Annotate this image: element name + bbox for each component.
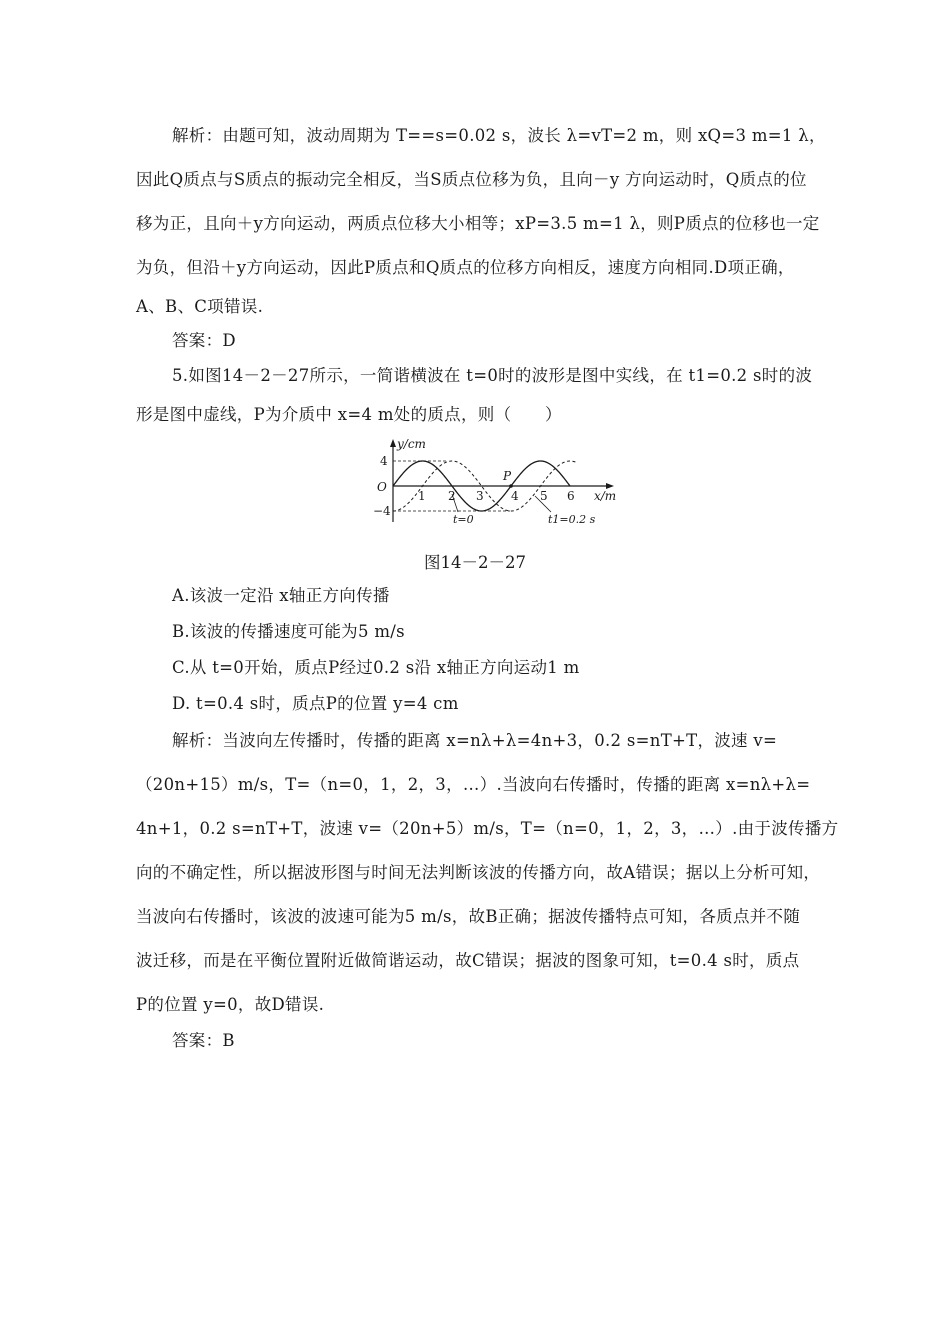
x-tick-6: 6 [567,489,575,503]
option-a: A.该波一定沿 x轴正方向传播 [172,586,390,605]
origin-label: O [377,480,387,494]
option-c: C.从 t=0开始，质点P经过0.2 s沿 x轴正方向运动1 m [172,658,580,677]
x-tick-1: 1 [418,489,426,503]
q5-analysis-line-3: 4n+1，0.2 s=nT+T，波速 v=（20n+5）m/s，T=（n=0，1，2，3，…）.由于波传播方 [136,819,839,838]
q4-analysis-line-4: 为负，但沿＋y方向运动，因此P质点和Q质点的位移方向相反，速度方向相同.D项正确， [136,258,795,277]
x-tick-3: 3 [476,489,484,503]
q5-stem-line-2: 形是图中虚线，P为介质中 x=4 m处的质点，则（ ） [136,405,562,424]
solid-curve-label: t=0 [453,513,474,526]
q4-analysis-line-5: A、B、C项错误. [136,297,264,316]
point-p-label: P [503,469,512,483]
y-tick-neg: −4 [373,504,391,518]
point-p-marker [509,484,513,488]
q5-analysis-line-7: P的位置 y=0，故D错误. [136,995,325,1014]
q5-analysis-line-2: （20n+15）m/s，T=（n=0，1，2，3，…）.当波向右传播时，传播的距离 x=nλ+λ= [136,775,811,794]
x-tick-4: 4 [511,489,519,503]
q4-answer: 答案：D [172,331,236,350]
q5-analysis-line-5: 当波向右传播时，该波的波速可能为5 m/s，故B正确；据波传播特点可知，各质点并不随 [136,907,801,926]
dashed-curve-label: t1=0.2 s [548,513,596,526]
q5-analysis-line-6: 波迁移，而是在平衡位置附近做简谐运动，故C错误；据波的图象可知，t=0.4 s时，质点 [136,951,800,970]
y-axis-arrow [390,439,396,447]
q5-analysis-line-1: 解析：当波向左传播时，传播的距离 x=nλ+λ=4n+3，0.2 s=nT+T，波速 v= [172,731,778,750]
q5-analysis-line-4: 向的不确定性，所以据波形图与时间无法判断该波的传播方向，故A错误；据以上分析可知， [136,863,821,882]
figure-caption: 图14－2－27 [424,553,526,572]
x-tick-5: 5 [540,489,548,503]
x-tick-2: 2 [448,489,456,503]
wave-figure [365,434,621,534]
q4-analysis-line-3: 移为正，且向＋y方向运动，两质点位移大小相等；xP=3.5 m=1 λ，则P质点的位移也一定 [136,214,820,233]
q4-analysis-line-1: 解析：由题可知，波动周期为 T==s=0.02 s，波长 λ=vT=2 m，则 xQ=3 m=1 λ， [172,126,826,145]
y-tick-pos: 4 [380,454,388,468]
q4-analysis-line-2: 因此Q质点与S质点的振动完全相反，当S质点位移为负，且向－y 方向运动时，Q质点的位 [136,170,807,189]
option-b: B.该波的传播速度可能为5 m/s [172,622,405,641]
x-axis-label: x/m [594,489,617,503]
y-axis-label: y/cm [397,437,426,451]
q5-answer: 答案：B [172,1031,235,1050]
q5-stem-line-1: 5.如图14－2－27所示，一简谐横波在 t=0时的波形是图中实线，在 t1=0.2 s时的波 [172,366,813,385]
option-d: D. t=0.4 s时，质点P的位置 y=4 cm [172,694,459,713]
